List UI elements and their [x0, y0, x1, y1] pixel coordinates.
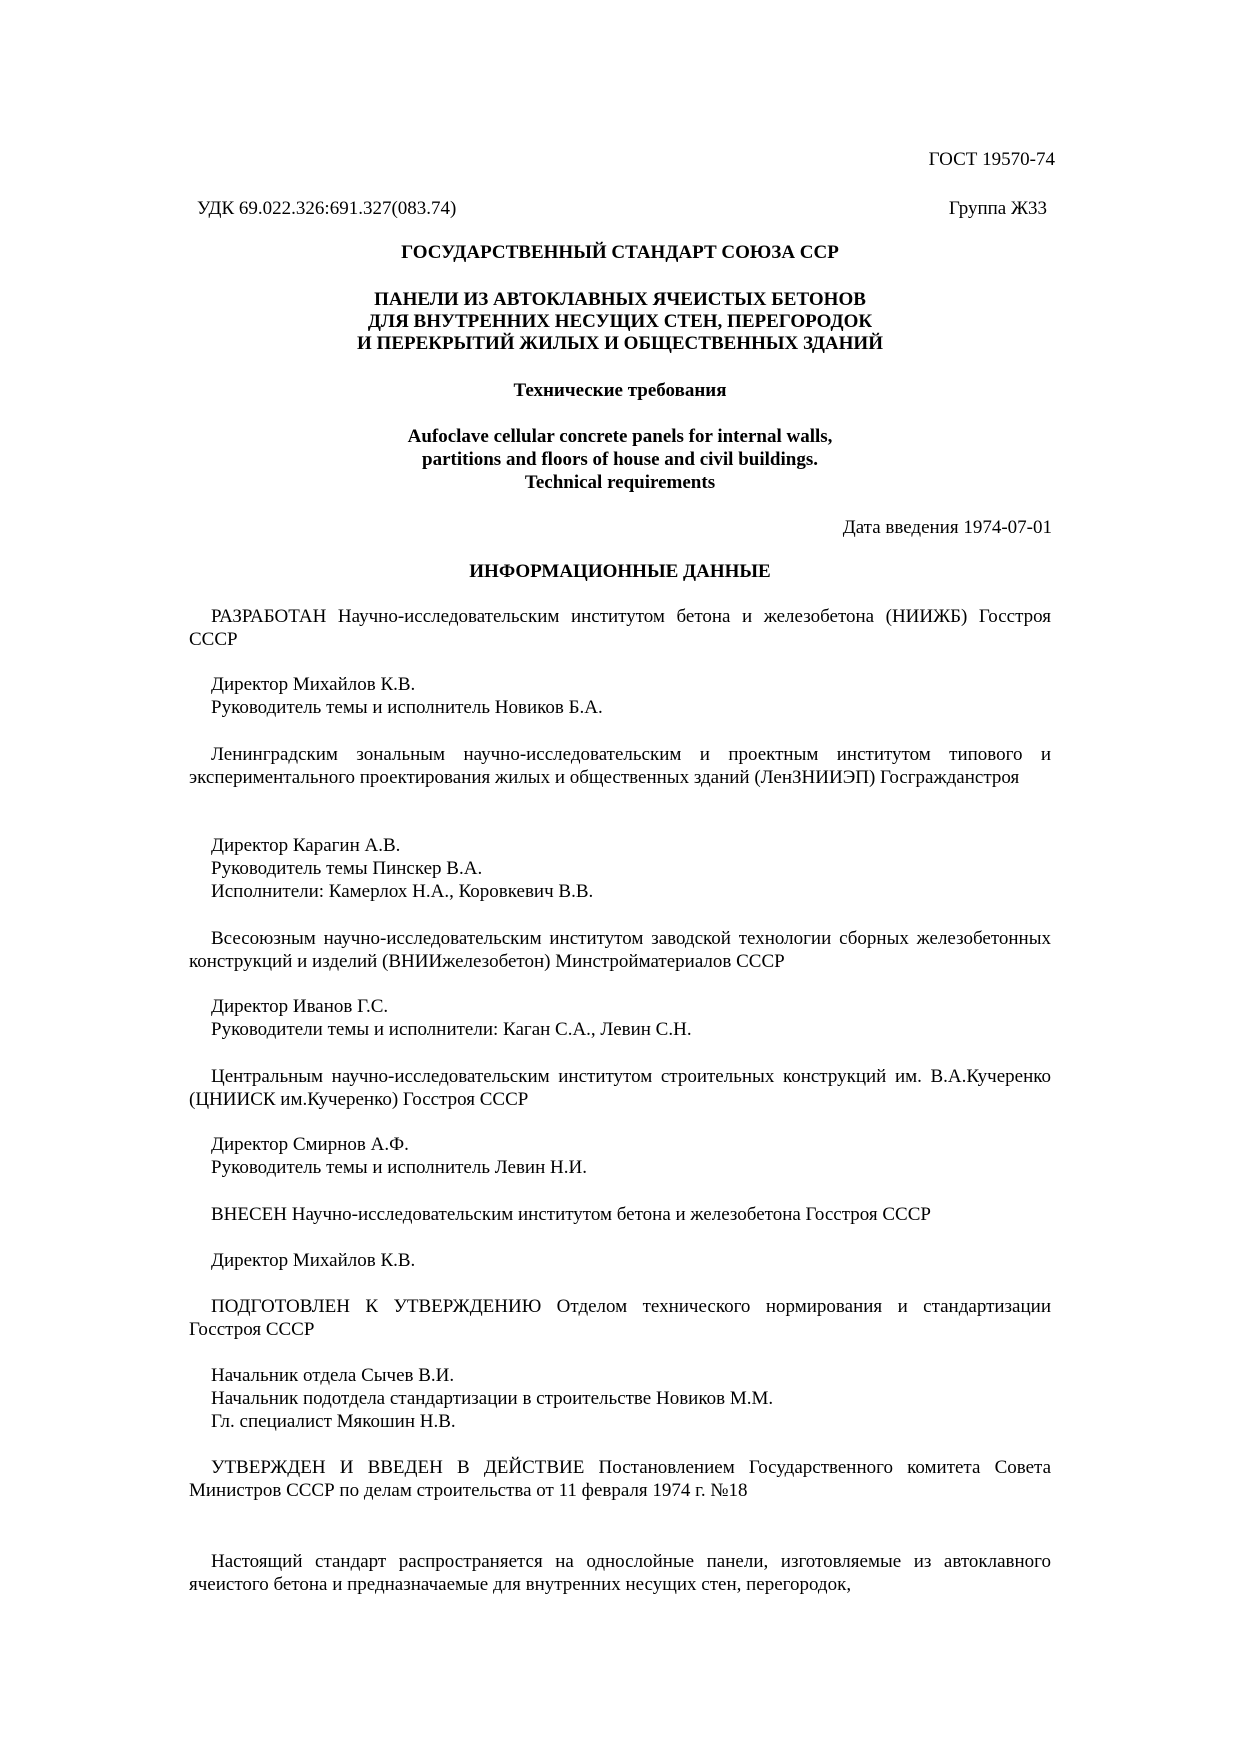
tsniisk-director: Директор Смирнов А.Ф.: [211, 1134, 409, 1155]
vnii-paragraph: [189, 927, 1051, 973]
title-ru-line-3: И ПЕРЕКРЫТИЙ ЖИЛЫХ И ОБЩЕСТВЕННЫХ ЗДАНИЙ: [357, 333, 883, 354]
introduced-by-text: ВНЕСЕН Научно-исследовательским институтом бетона и железобетона Госстроя СССР: [211, 1204, 931, 1225]
tsniisk-paragraph: [189, 1065, 1051, 1111]
title-en-line-2: partitions and floors of house and civil buildings.: [422, 449, 818, 470]
gost-number: ГОСТ 19570-74: [928, 149, 1055, 170]
approved-paragraph: [189, 1456, 1051, 1502]
prepared-by-paragraph: [189, 1295, 1051, 1341]
tsniisk-text: Центральным научно-исследовательским институтом строительных конструкций им. В.А.Кучеренко (ЦНИИСК им.Кучеренко) Госстроя СССР: [189, 1066, 1051, 1110]
udk-code: УДК 69.022.326:691.327(083.74): [197, 198, 457, 219]
introduced-by-line: [211, 1203, 931, 1226]
vnii-leads: Руководители темы и исполнители: Каган С.А., Левин С.Н.: [211, 1019, 692, 1040]
lenzniiep-text: Ленинградским зональным научно-исследовательским и проектным институтом типового и экспериментального проектирования жилых и общественных зданий (ЛенЗНИИЭП) Госгражданстроя: [189, 744, 1051, 788]
info-heading: ИНФОРМАЦИОННЫЕ ДАННЫЕ: [469, 561, 771, 582]
introduced-director: Директор Михайлов К.В.: [211, 1250, 416, 1271]
group-code: Группа Ж33: [948, 198, 1047, 219]
approved-text: УТВЕРЖДЕН И ВВЕДЕН В ДЕЙСТВИЕ Постановлением Государственного комитета Совета Министров СССР по делам строительства от 11 февраля 1974 г. №18: [189, 1457, 1051, 1501]
niizhb-people: [211, 673, 603, 719]
prepared-by-text: ПОДГОТОВЛЕН К УТВЕРЖДЕНИЮ Отделом технического нормирования и стандартизации Госстроя СССР: [189, 1296, 1051, 1340]
title-en-line-3: Technical requirements: [524, 472, 716, 493]
lenzniiep-lead: Руководитель темы Пинскер В.А.: [211, 858, 483, 879]
prepared-head: Начальник отдела Сычев В.И.: [211, 1365, 455, 1386]
lenzniiep-performers: Исполнители: Камерлох Н.А., Коровкевич В.В.: [211, 881, 594, 902]
introduction-date: Дата введения 1974-07-01: [842, 517, 1052, 538]
prepared-specialist: Гл. специалист Мякошин Н.В.: [211, 1411, 456, 1432]
scope-text: Настоящий стандарт распространяется на однослойные панели, изготовляемые из автоклавного ячеистого бетона и предназначаемые для внутренних несущих стен, перегородок,: [189, 1551, 1051, 1595]
title-ru-line-1: ПАНЕЛИ ИЗ АВТОКЛАВНЫХ ЯЧЕИСТЫХ БЕТОНОВ: [374, 289, 866, 310]
standard-type-heading: ГОСУДАРСТВЕННЫЙ СТАНДАРТ СОЮЗА ССР: [401, 242, 839, 263]
scope-paragraph: [189, 1550, 1051, 1596]
title-en-line-1: Aufoclave cellular concrete panels for internal walls,: [407, 426, 833, 447]
niizhb-director: Директор Михайлов К.В.: [211, 674, 416, 695]
prepared-subhead: Начальник подотдела стандартизации в строительстве Новиков М.М.: [211, 1388, 774, 1409]
vnii-text: Всесоюзным научно-исследовательским институтом заводской технологии сборных железобетонных конструкций и изделий (ВНИИжелезобетон) Минстройматериалов СССР: [189, 928, 1051, 972]
prepared-people: [211, 1364, 773, 1433]
vnii-people: [211, 995, 692, 1041]
introduced-people: [211, 1249, 415, 1272]
lenzniiep-director: Директор Карагин А.В.: [211, 835, 401, 856]
tsniisk-people: [211, 1133, 587, 1179]
developed-by-text: РАЗРАБОТАН Научно-исследовательским институтом бетона и железобетона (НИИЖБ) Госстроя СССР: [189, 606, 1051, 650]
niizhb-lead: Руководитель темы и исполнитель Новиков Б.А.: [211, 697, 603, 718]
tsniisk-lead: Руководитель темы и исполнитель Левин Н.И.: [211, 1157, 587, 1178]
lenzniiep-people: [211, 834, 593, 903]
lenzniiep-paragraph: [189, 743, 1051, 789]
vnii-director: Директор Иванов Г.С.: [211, 996, 389, 1017]
title-ru-subtitle: Технические требования: [513, 380, 727, 401]
title-ru-line-2: ДЛЯ ВНУТРЕННИХ НЕСУЩИХ СТЕН, ПЕРЕГОРОДОК: [367, 311, 873, 332]
developed-by-paragraph: [189, 605, 1051, 651]
